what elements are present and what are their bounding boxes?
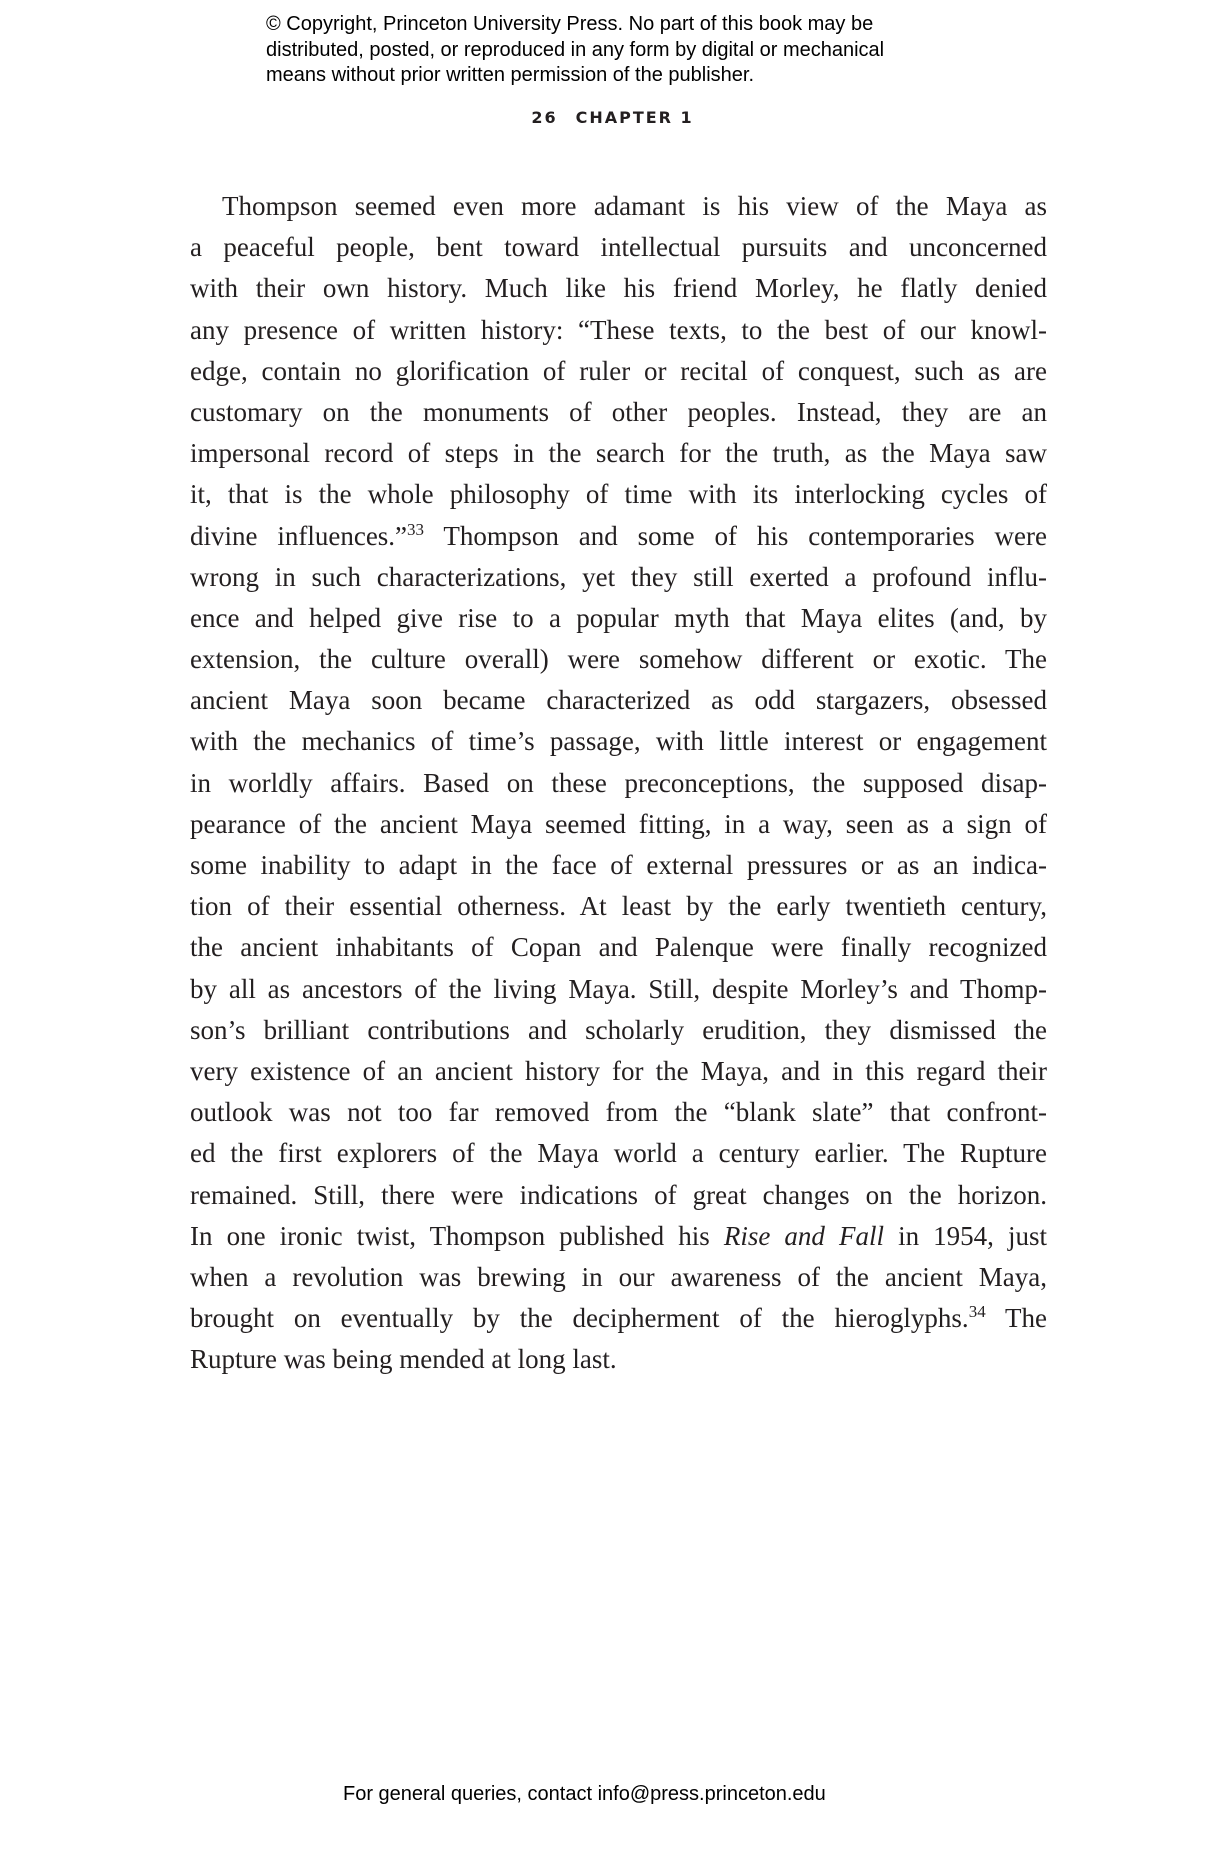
text-run: Thompson seemed even more adamant is his view of the Maya as [222,191,1047,221]
text-run: The [985,1303,1048,1334]
text-line [190,1133,1047,1174]
text-run: extension, the culture overall) were somehow different or exotic. The [190,644,1047,675]
text-line [190,763,1047,804]
copyright-notice [266,12,884,89]
running-head [0,108,1225,127]
text-run: any presence of written history: “These texts, to the best of our knowl- [190,314,1047,345]
text-line [190,1298,1047,1339]
text-run: In one ironic twist, Thompson published his [190,1220,724,1251]
text-line [190,639,1047,680]
text-run: Rupture was being mended at long last. [190,1344,617,1375]
text-run: pearance of the ancient Maya seemed fitting, in a way, seen as a sign of [190,808,1047,839]
text-run: ancient Maya soon became characterized as odd stargazers, obsessed [190,685,1047,716]
text-run: when a revolution was brewing in our awareness of the ancient Maya, [190,1261,1047,1292]
text-run: tion of their essential otherness. At least by the early twentieth century, [190,891,1047,922]
text-line [190,1175,1047,1216]
footer-contact: For general queries, contact info@press.princeton.edu [343,1783,826,1805]
text-line [190,886,1047,927]
text-line [190,969,1047,1010]
text-line [190,351,1047,392]
text-line [190,1216,1047,1257]
text-run: with their own history. Much like his friend Morley, he flatly denied [190,273,1047,304]
text-run: in 1954, just [883,1220,1048,1251]
text-run: by all as ancestors of the living Maya. Still, despite Morley’s and Thomp- [190,973,1047,1004]
text-line [190,186,1047,227]
text-line [190,1339,1047,1380]
text-line [190,680,1047,721]
text-run: very existence of an ancient history for the Maya, and in this regard their [190,1055,1047,1086]
text-run: with the mechanics of time’s passage, with little interest or engagement [190,726,1047,757]
text-line [190,474,1047,515]
text-line [190,598,1047,639]
text-line [190,845,1047,886]
text-line [190,392,1047,433]
copyright-line: © Copyright, Princeton University Press. No part of this book may be [266,13,874,35]
text-line [190,268,1047,309]
text-run: outlook was not too far removed from the “blank slate” that confront- [190,1097,1047,1128]
text-run: ence and helped give rise to a popular myth that Maya elites (and, by [190,602,1047,633]
text-line [190,1051,1047,1092]
book-title: Rise and Fall [723,1220,884,1251]
text-run: wrong in such characterizations, yet they still exerted a profound influ- [190,561,1047,592]
text-line [190,557,1047,598]
text-run: divine influences.” [190,520,408,551]
footnote-ref: 34 [968,1302,986,1322]
text-line [190,433,1047,474]
text-run: Thompson and some of his contemporaries were [424,520,1047,551]
text-run: some inability to adapt in the face of external pressures or as an indica- [190,850,1047,880]
text-run: brought on eventually by the decipherment of the hieroglyphs. [190,1303,969,1334]
text-run: a peaceful people, bent toward intellectual pursuits and unconcerned [190,232,1047,263]
copyright-line: distributed, posted, or reproduced in any form by digital or mechanical [266,38,885,61]
text-run: in worldly affairs. Based on these preconceptions, the supposed disap- [190,767,1047,798]
text-line [190,516,1047,557]
text-run: it, that is the whole philosophy of time with its interlocking cycles of [190,479,1047,510]
footnote-ref: 33 [407,519,425,539]
copyright-line: means without prior written permission of the publisher. [266,64,755,87]
page-number: 26 [531,108,558,127]
text-run: impersonal record of steps in the search for the truth, as the Maya saw [190,438,1047,469]
text-line [190,721,1047,762]
chapter-label: CHAPTER 1 [575,108,694,127]
text-run: edge, contain no glorification of ruler or recital of conquest, such as are [190,355,1047,386]
body-text [190,186,1047,1380]
text-line [190,227,1047,268]
text-run: son’s brilliant contributions and scholarly erudition, they dismissed the [190,1014,1047,1045]
text-line [190,1257,1047,1298]
text-line [190,310,1047,351]
text-line [190,804,1047,845]
text-run: the ancient inhabitants of Copan and Palenque were finally recognized [190,932,1047,963]
text-line [190,1010,1047,1051]
text-run: customary on the monuments of other peoples. Instead, they are an [190,396,1047,427]
text-line [190,927,1047,968]
text-run: ed the first explorers of the Maya world a century earlier. The Rupture [190,1138,1047,1169]
text-line [190,1092,1047,1133]
text-run: remained. Still, there were indications of great changes on the horizon. [190,1179,1047,1210]
